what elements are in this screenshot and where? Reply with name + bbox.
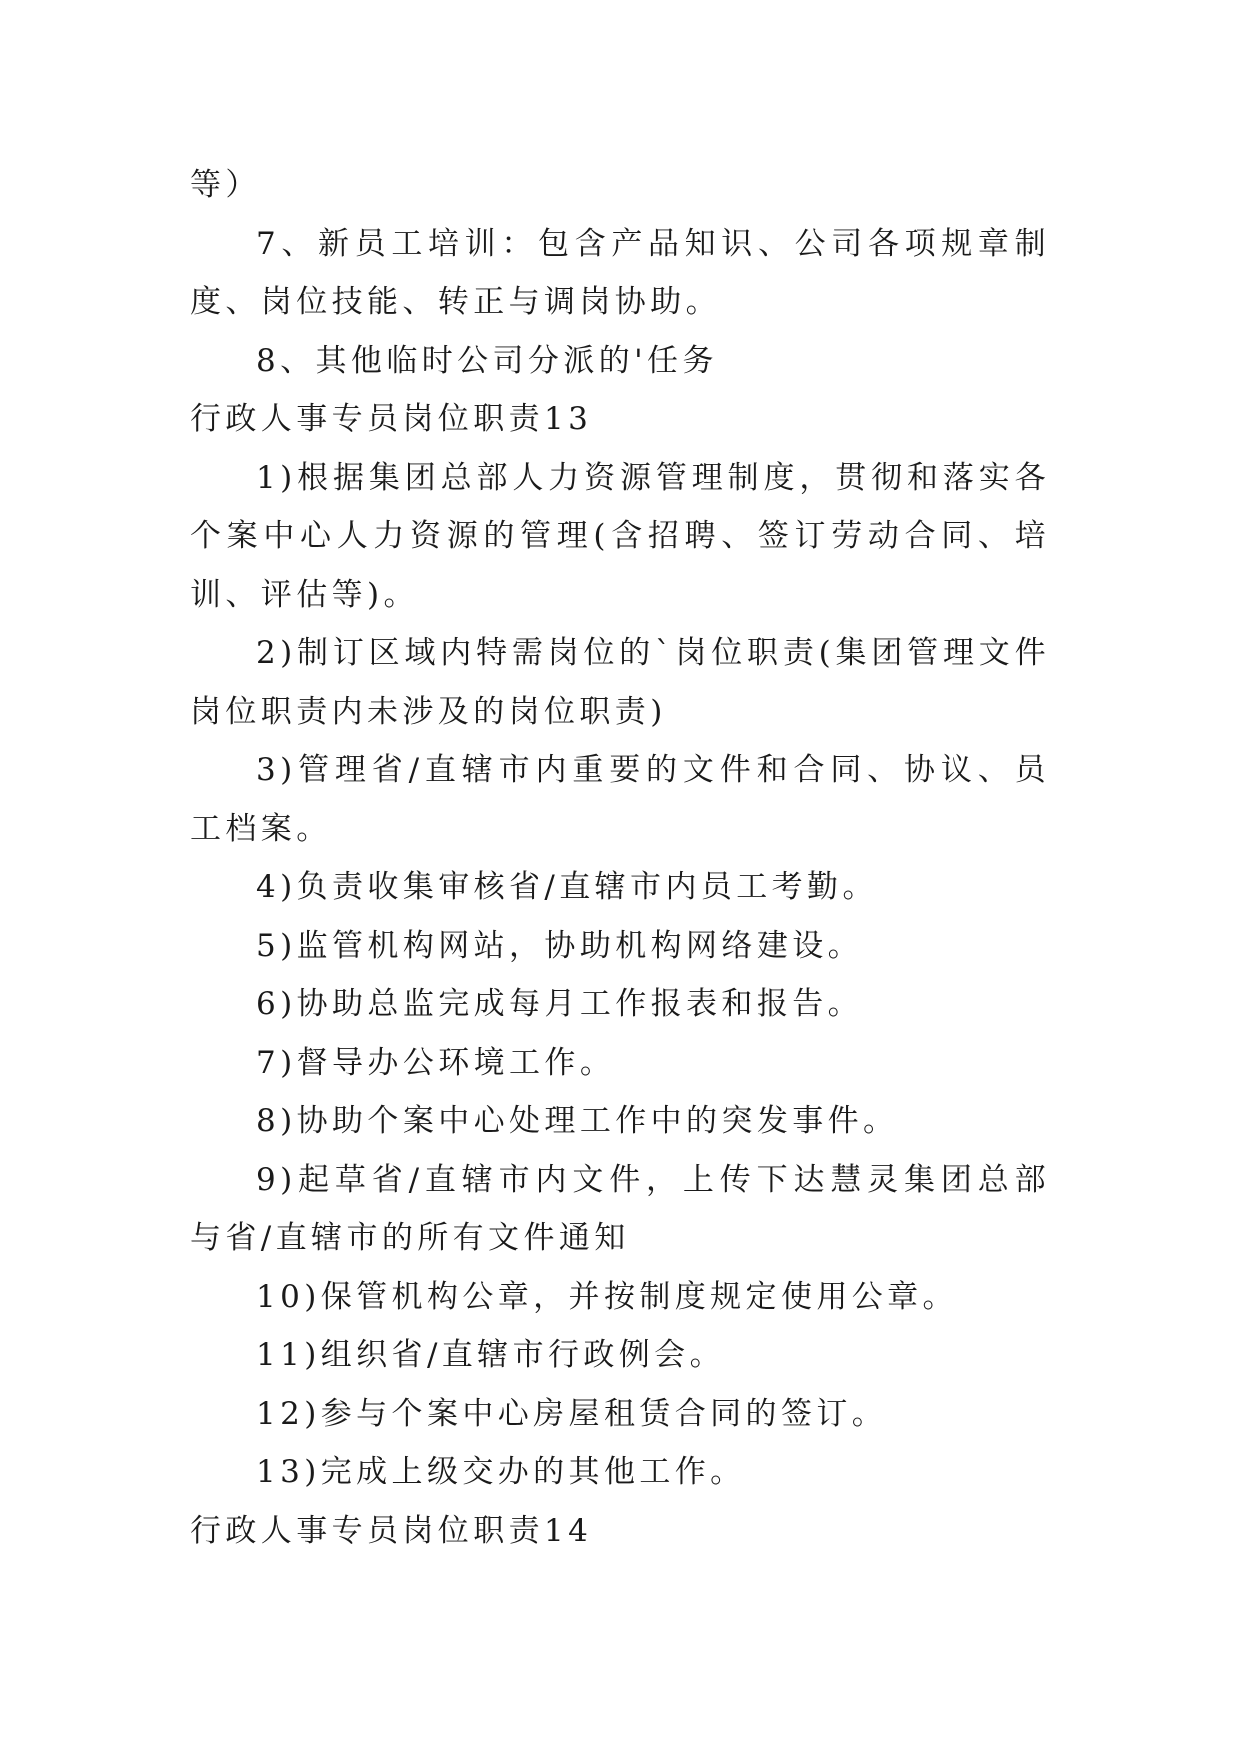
paragraph: 8、其他临时公司分派的'任务 [256, 342, 718, 379]
section-heading: 行政人事专员岗位职责14 [190, 1512, 593, 1549]
paragraph: 12)参与个案中心房屋租赁合同的签订。 [256, 1395, 888, 1432]
paragraph: 4)负责收集审核省/直辖市内员工考勤。 [256, 869, 878, 905]
paragraph: 7、新员工培训：包含产品知识、公司各项规章制度、岗位技能、转正与调岗协助。 [190, 225, 1050, 320]
paragraph: 6)协助总监完成每月工作报表和报告。 [256, 986, 864, 1022]
paragraph: 2)制订区域内特需岗位的`岗位职责(集团管理文件岗位职责内未涉及的岗位职责) [190, 635, 1050, 730]
paragraph: 13)完成上级交办的其他工作。 [256, 1454, 746, 1490]
paragraph: 等） [190, 167, 261, 203]
paragraph: 10)保管机构公章，并按制度规定使用公章。 [256, 1278, 958, 1315]
paragraph: 5)监管机构网站，协助机构网络建设。 [256, 927, 864, 964]
paragraph: 7)督导办公环境工作。 [256, 1044, 616, 1081]
paragraph: 1)根据集团总部人力资源管理制度，贯彻和落实各个案中心人力资源的管理(含招聘、签订劳动合同、培训、评估等)。 [190, 459, 1050, 613]
paragraph: 3)管理省/直辖市内重要的文件和合同、协议、员工档案。 [190, 752, 1050, 847]
paragraph: 8)协助个案中心处理工作中的突发事件。 [256, 1103, 899, 1139]
paragraph: 11)组织省/直辖市行政例会。 [256, 1337, 725, 1373]
paragraph: 9)起草省/直辖市内文件，上传下达慧灵集团总部与省/直辖市的所有文件通知 [190, 1161, 1050, 1256]
section-heading: 行政人事专员岗位职责13 [190, 401, 593, 437]
document-body [190, 156, 1050, 1560]
